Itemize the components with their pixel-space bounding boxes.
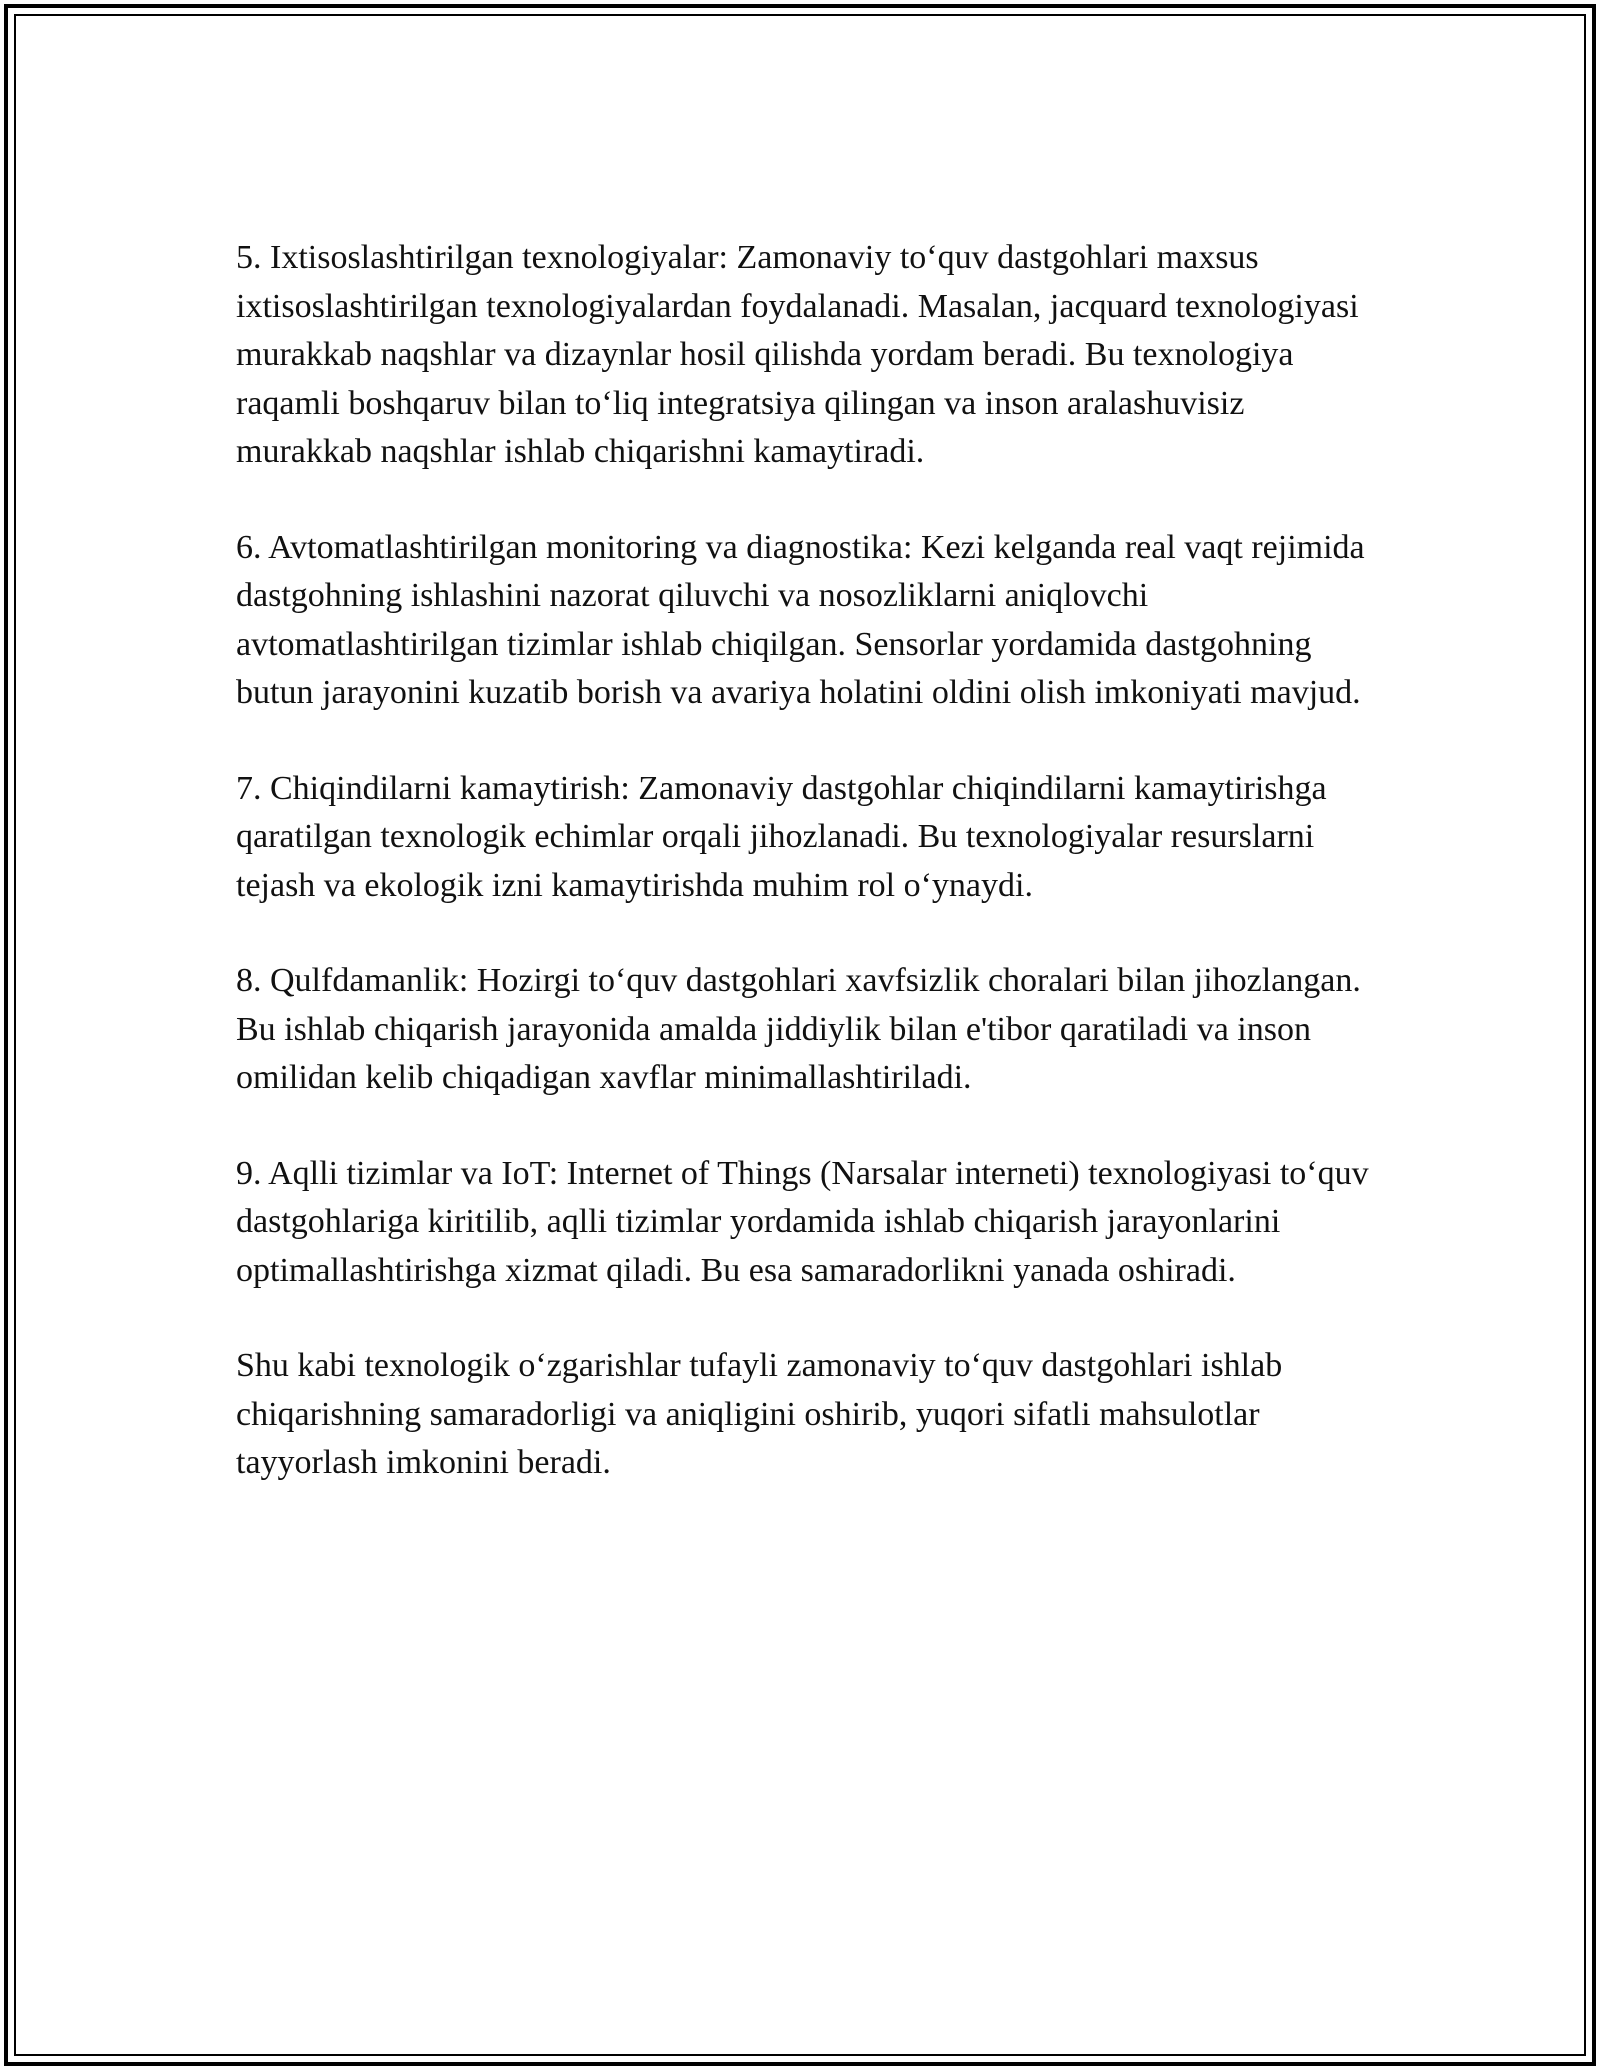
paragraph-specialized-technologies: 5. Ixtisoslashtirilgan texnologiyalar: Zamonaviy to‘quv dastgohlari maxsus ixtisoslashtirilgan texnologiyalardan foydalanadi. Masalan, jacquard texnologiyasi murakkab naqshlar va dizaynlar hosil qilishda yordam beradi. Bu texnologiya raqamli boshqaruv bilan to‘liq integratsiya qilingan va inson aralashuvisiz murakkab naqshlar ishlab chiqarishni kamaytiradi. bbox=[236, 239, 1359, 470]
paragraph-monitoring-diagnostics: 6. Avtomatlashtirilgan monitoring va diagnostika: Kezi kelganda real vaqt rejimida dastgohning ishlashini nazorat qiluvchi va nosozliklarni aniqlovchi avtomatlashtirilgan tizimlar ishlab chiqilgan. Sensorlar yordamida dastgohning butun jarayonini kuzatib borish va avariya holatini oldini olish imkoniyati mavjud. bbox=[236, 528, 1365, 711]
paragraph-smart-systems-iot: 9. Aqlli tizimlar va IoT: Internet of Things (Narsalar interneti) texnologiyasi to‘quv dastgohlariga kiritilib, aqlli tizimlar yordamida ishlab chiqarish jarayonlarini optimallashtirishga xizmat qiladi. Bu esa samaradorlikni yanada oshiradi. bbox=[236, 1154, 1369, 1289]
paragraph-safety: 8. Qulfdamanlik: Hozirgi to‘quv dastgohlari xavfsizlik choralari bilan jihozlangan. Bu ishlab chiqarish jarayonida amalda jiddiylik bilan e'tibor qaratiladi va inson omilidan kelib chiqadigan xavflar minimallashtiriladi. bbox=[236, 962, 1361, 1096]
paragraph-waste-reduction: 7. Chiqindilarni kamaytirish: Zamonaviy dastgohlar chiqindilarni kamaytirishga qaratilgan texnologik echimlar orqali jihozlanadi. Bu texnologiyalar resurslarni tejash va ekologik izni kamaytirishda muhim rol o‘ynaydi. bbox=[236, 769, 1327, 904]
paragraph-conclusion: Shu kabi texnologik o‘zgarishlar tufayli zamonaviy to‘quv dastgohlari ishlab chiqarishning samaradorligi va aniqligini oshirib, yuqori sifatli mahsulotlar tayyorlash imkonini beradi. bbox=[236, 1347, 1283, 1481]
document-body bbox=[236, 234, 1376, 1488]
